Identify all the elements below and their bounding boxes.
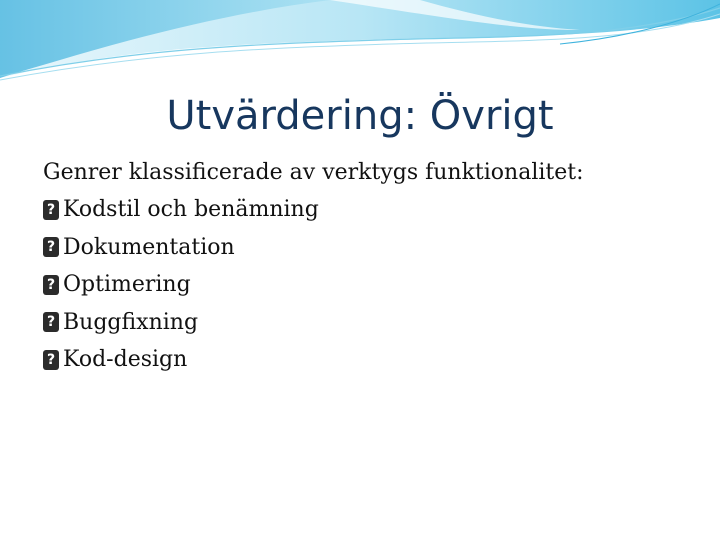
slide-content [43, 155, 703, 379]
list-item [43, 191, 703, 229]
missing-glyph-bullet-icon [43, 350, 59, 370]
list-item [43, 266, 703, 304]
list-item-label: Kodstil och benämning [63, 197, 319, 222]
list-item-label: Dokumentation [63, 234, 235, 260]
missing-glyph-bullet-icon [43, 237, 59, 257]
slide-title: Utvärdering: Övrigt [166, 93, 554, 139]
missing-glyph-bullet-icon [43, 200, 59, 220]
list-item-label: Kod-design [63, 347, 188, 372]
list-item [43, 341, 703, 379]
genre-list [43, 191, 703, 379]
header-wave-decoration [0, 0, 720, 90]
list-item-label: Buggfixning [63, 309, 199, 335]
content-heading: Genrer klassificerade av verktygs funktionalitet: [43, 160, 584, 185]
missing-glyph-bullet-icon [43, 275, 59, 295]
list-item [43, 229, 703, 267]
missing-glyph-bullet-icon [43, 312, 59, 332]
list-item [43, 304, 703, 342]
list-item-label: Optimering [63, 272, 191, 297]
